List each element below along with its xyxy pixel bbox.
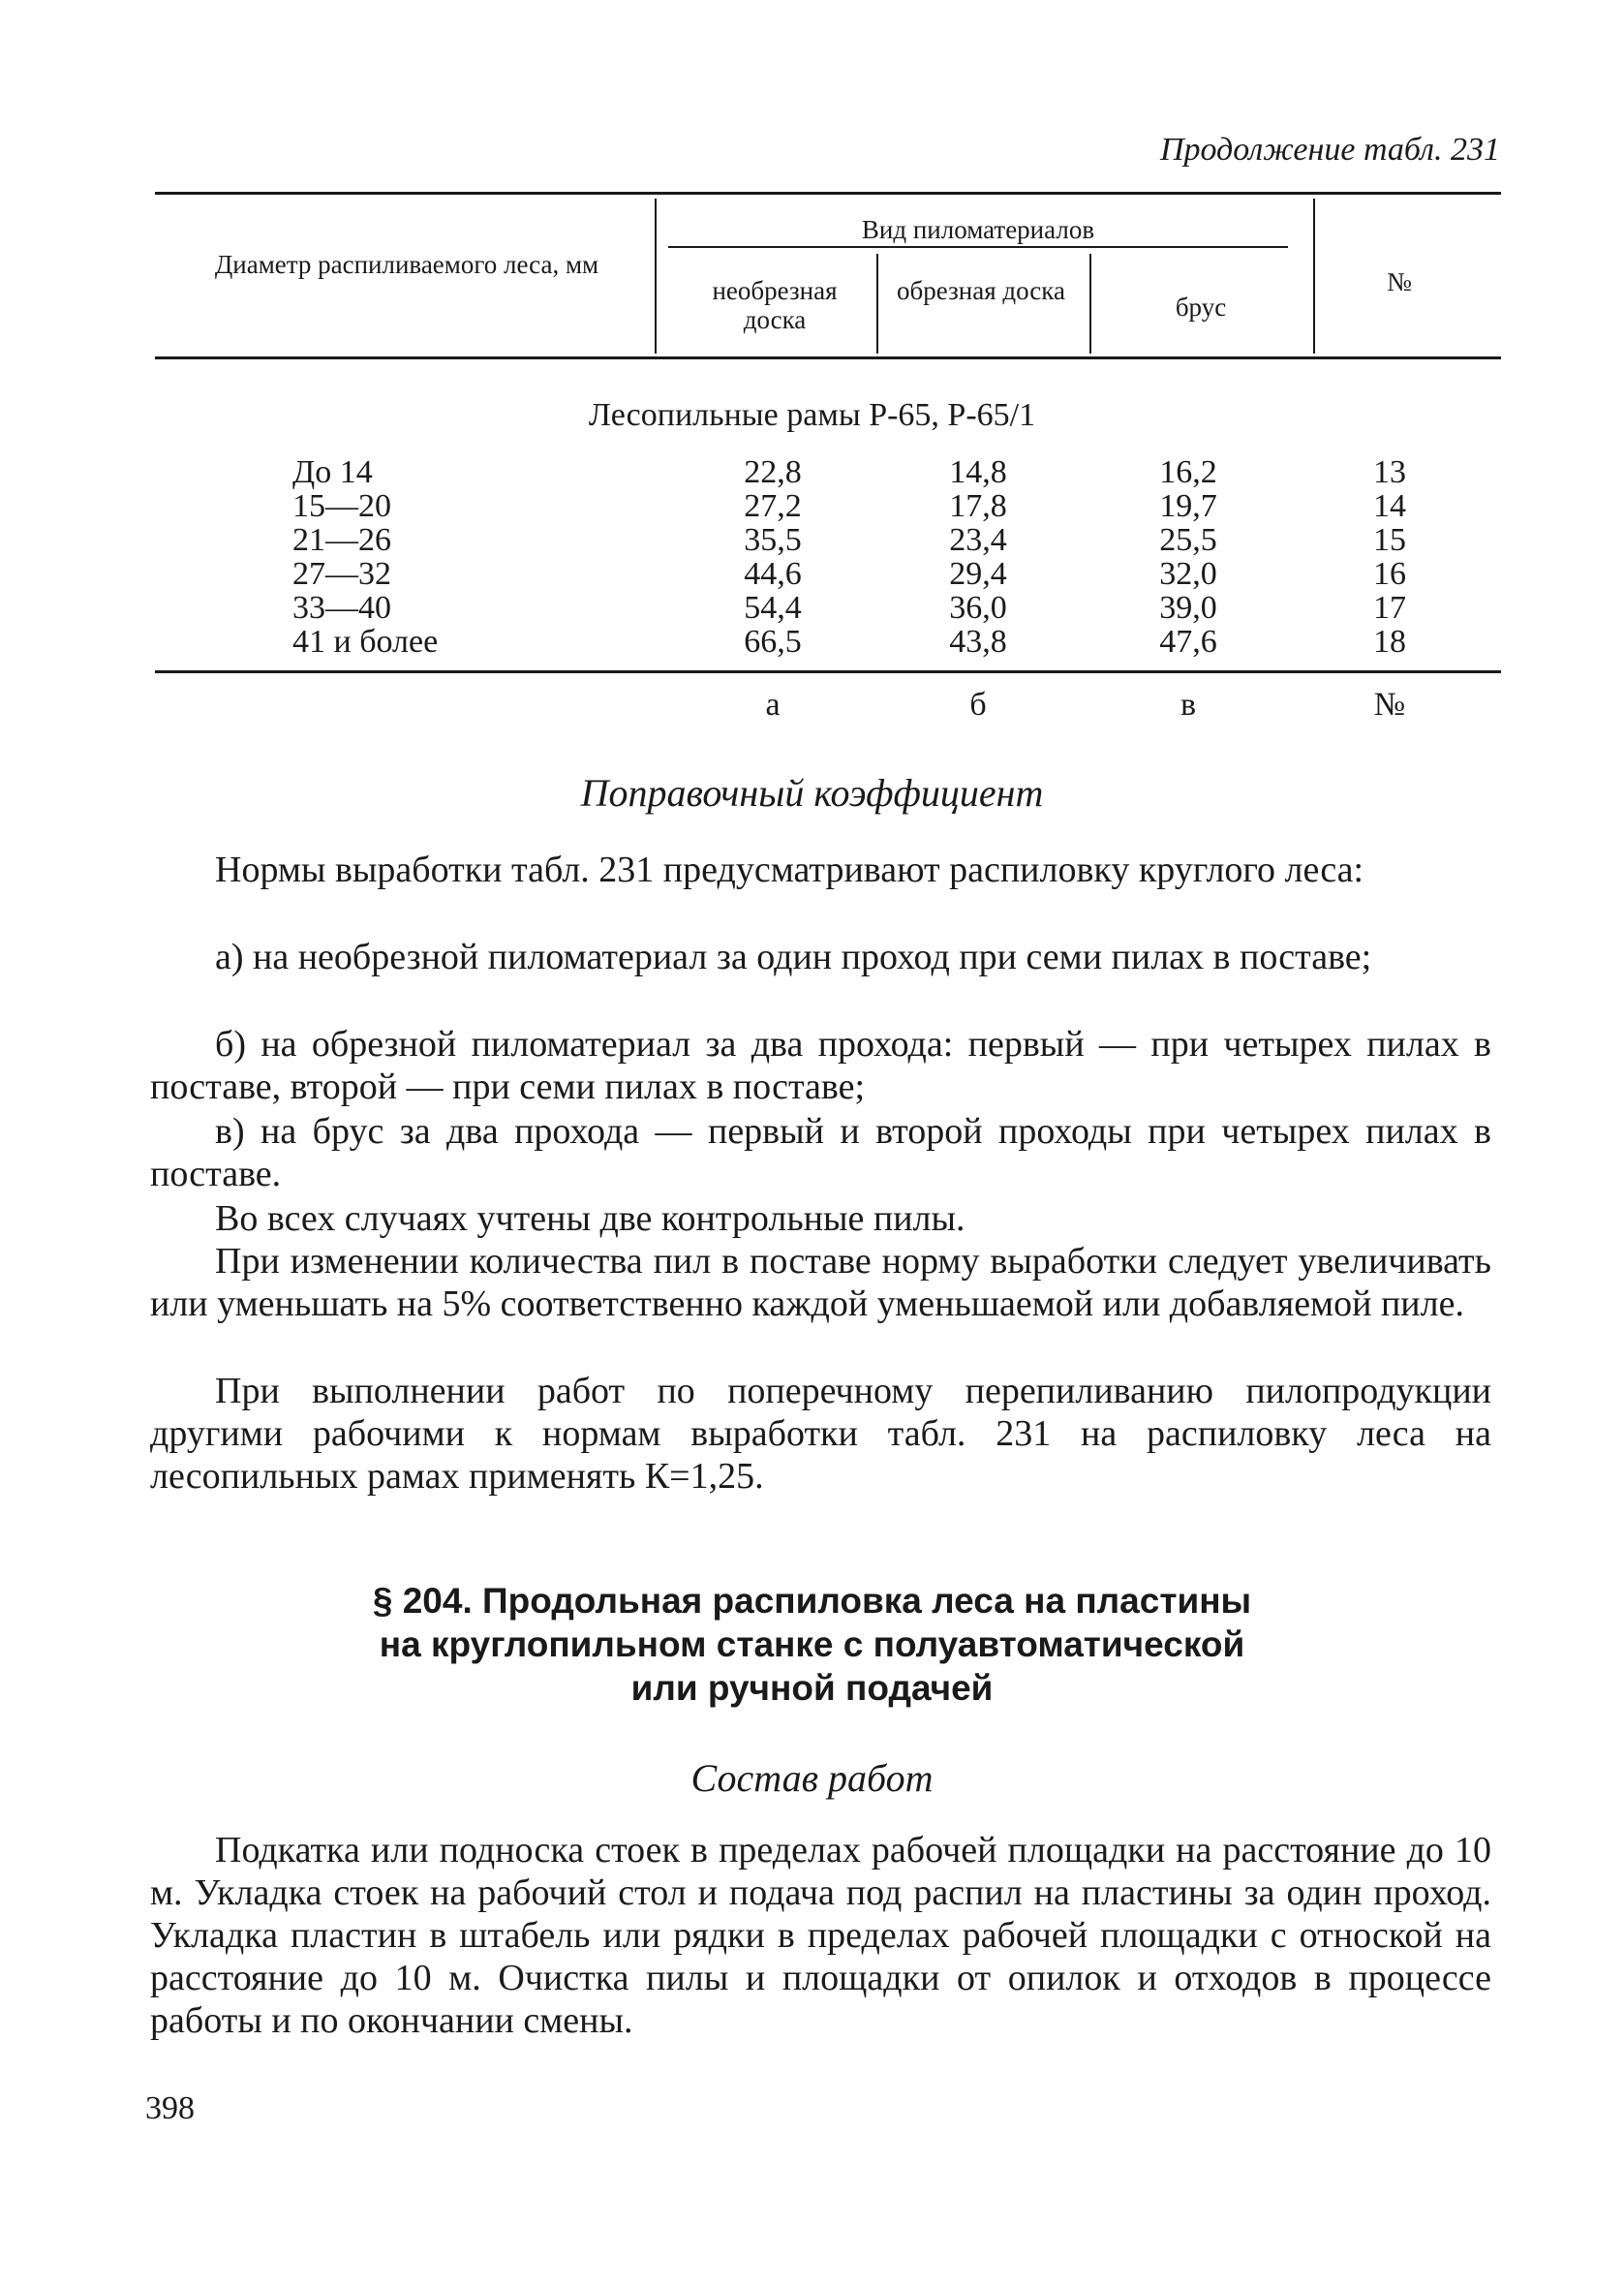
page-number: 398 bbox=[145, 2090, 195, 2126]
table-row bbox=[0, 557, 1624, 591]
cell-trimmed: 29,4 bbox=[949, 556, 1007, 592]
cell-untrimmed: 27,2 bbox=[744, 488, 802, 524]
cell-number: 15 bbox=[1373, 522, 1406, 558]
cell-number: 18 bbox=[1373, 624, 1406, 660]
cell-diameter: 33—40 bbox=[292, 590, 391, 626]
paragraph: При выполнении работ по поперечному перепиливанию пилопродукции другими рабочими к нормам выработки табл. 231 на распиловку леса на лесопильных рамах применять К=1,25. bbox=[150, 1371, 1491, 1497]
paragraph: При изменении количества пил в поставе норму выработки следует увеличивать или уменьшать на 5% соответственно каждой уменьшаемой или добавляемой пиле. bbox=[150, 1241, 1491, 1324]
header-divider-right bbox=[1313, 199, 1315, 354]
composition-heading: Состав работ bbox=[690, 1756, 934, 1800]
section-title bbox=[0, 1579, 1624, 1710]
table-continuation-label: Продолжение табл. 231 bbox=[1159, 132, 1500, 168]
cell-untrimmed: 44,6 bbox=[744, 556, 802, 592]
cell-beam: 25,5 bbox=[1159, 522, 1217, 558]
header-col-beam: брус bbox=[1175, 293, 1227, 322]
cell-trimmed: 17,8 bbox=[949, 488, 1007, 524]
table-header-rule bbox=[155, 356, 1501, 359]
cell-number: 16 bbox=[1373, 556, 1406, 592]
header-number: № bbox=[1387, 267, 1412, 296]
table-row bbox=[0, 625, 1624, 659]
column-key-b: б bbox=[969, 687, 987, 723]
paragraph: Нормы выработки табл. 231 предусматривают распиловку круглого леса: bbox=[215, 850, 1364, 890]
cell-untrimmed: 54,4 bbox=[744, 590, 802, 626]
cell-trimmed: 36,0 bbox=[949, 590, 1007, 626]
cell-diameter: 41 и более bbox=[292, 624, 439, 660]
cell-number: 14 bbox=[1373, 488, 1406, 524]
table-bottom-rule bbox=[155, 670, 1501, 673]
table-section-label: Лесопильные рамы Р-65, Р-65/1 bbox=[588, 397, 1036, 433]
cell-diameter: 15—20 bbox=[292, 488, 391, 524]
table-top-rule bbox=[155, 192, 1501, 195]
cell-diameter: 27—32 bbox=[292, 556, 391, 592]
composition-text: Подкатка или подноска стоек в пределах рабочей площадки на расстояние до 10 м. Укладка стоек на рабочий стол и подача под распил на пластины за один проход. Укладка пластин в штабель или рядки в пределах рабочей площадки с отноской на расстояние до 10 м. Очистка пилы и площадки от опилок и отходов в процессе работы и по окончании смены. bbox=[150, 1830, 1491, 2041]
header-col-trimmed: обрезная доска bbox=[897, 276, 1065, 305]
section-title-line: § 204. Продольная распиловка леса на пластины bbox=[372, 1581, 1252, 1621]
column-key-v: в bbox=[1180, 687, 1197, 723]
cell-untrimmed: 66,5 bbox=[744, 624, 802, 660]
paragraph: Во всех случаях учтены две контрольные пилы. bbox=[215, 1198, 965, 1239]
section-title-line: или ручной подачей bbox=[630, 1668, 994, 1708]
table-row bbox=[0, 489, 1624, 523]
column-key-number: № bbox=[1373, 687, 1406, 723]
cell-beam: 16,2 bbox=[1159, 454, 1217, 490]
cell-beam: 19,7 bbox=[1159, 488, 1217, 524]
table-row bbox=[0, 455, 1624, 489]
cell-beam: 32,0 bbox=[1159, 556, 1217, 592]
paragraph: а) на необрезной пиломатериал за один проход при семи пилах в поставе; bbox=[215, 937, 1372, 977]
cell-trimmed: 43,8 bbox=[949, 624, 1007, 660]
header-divider-2 bbox=[1089, 254, 1091, 354]
table-row bbox=[0, 591, 1624, 625]
header-divider-left bbox=[655, 199, 657, 354]
cell-number: 17 bbox=[1373, 590, 1406, 626]
column-key-a: а bbox=[765, 687, 781, 723]
cell-trimmed: 14,8 bbox=[949, 454, 1007, 490]
header-col-untrimmed: необрезная доска bbox=[712, 276, 838, 334]
header-diameter: Диаметр распиливаемого леса, мм bbox=[214, 250, 599, 279]
header-group: Вид пиломатериалов bbox=[861, 215, 1095, 244]
correction-heading: Поправочный коэффициент bbox=[580, 771, 1044, 815]
header-group-rule bbox=[668, 246, 1288, 248]
cell-diameter: До 14 bbox=[292, 454, 373, 490]
cell-trimmed: 23,4 bbox=[949, 522, 1007, 558]
header-divider-1 bbox=[876, 254, 878, 354]
cell-number: 13 bbox=[1373, 454, 1406, 490]
section-title-line: на круглопильном станке с полуавтоматической bbox=[379, 1624, 1245, 1664]
paragraph: в) на брус за два прохода — первый и второй проходы при четырех пилах в поставе. bbox=[150, 1111, 1491, 1194]
cell-untrimmed: 22,8 bbox=[744, 454, 802, 490]
table-column-keys bbox=[0, 688, 1624, 727]
cell-beam: 47,6 bbox=[1159, 624, 1217, 660]
cell-untrimmed: 35,5 bbox=[744, 522, 802, 558]
cell-diameter: 21—26 bbox=[292, 522, 391, 558]
cell-beam: 39,0 bbox=[1159, 590, 1217, 626]
table-row bbox=[0, 523, 1624, 557]
paragraph: б) на обрезной пиломатериал за два прохода: первый — при четырех пилах в поставе, второй — при семи пилах в поставе; bbox=[150, 1024, 1491, 1107]
